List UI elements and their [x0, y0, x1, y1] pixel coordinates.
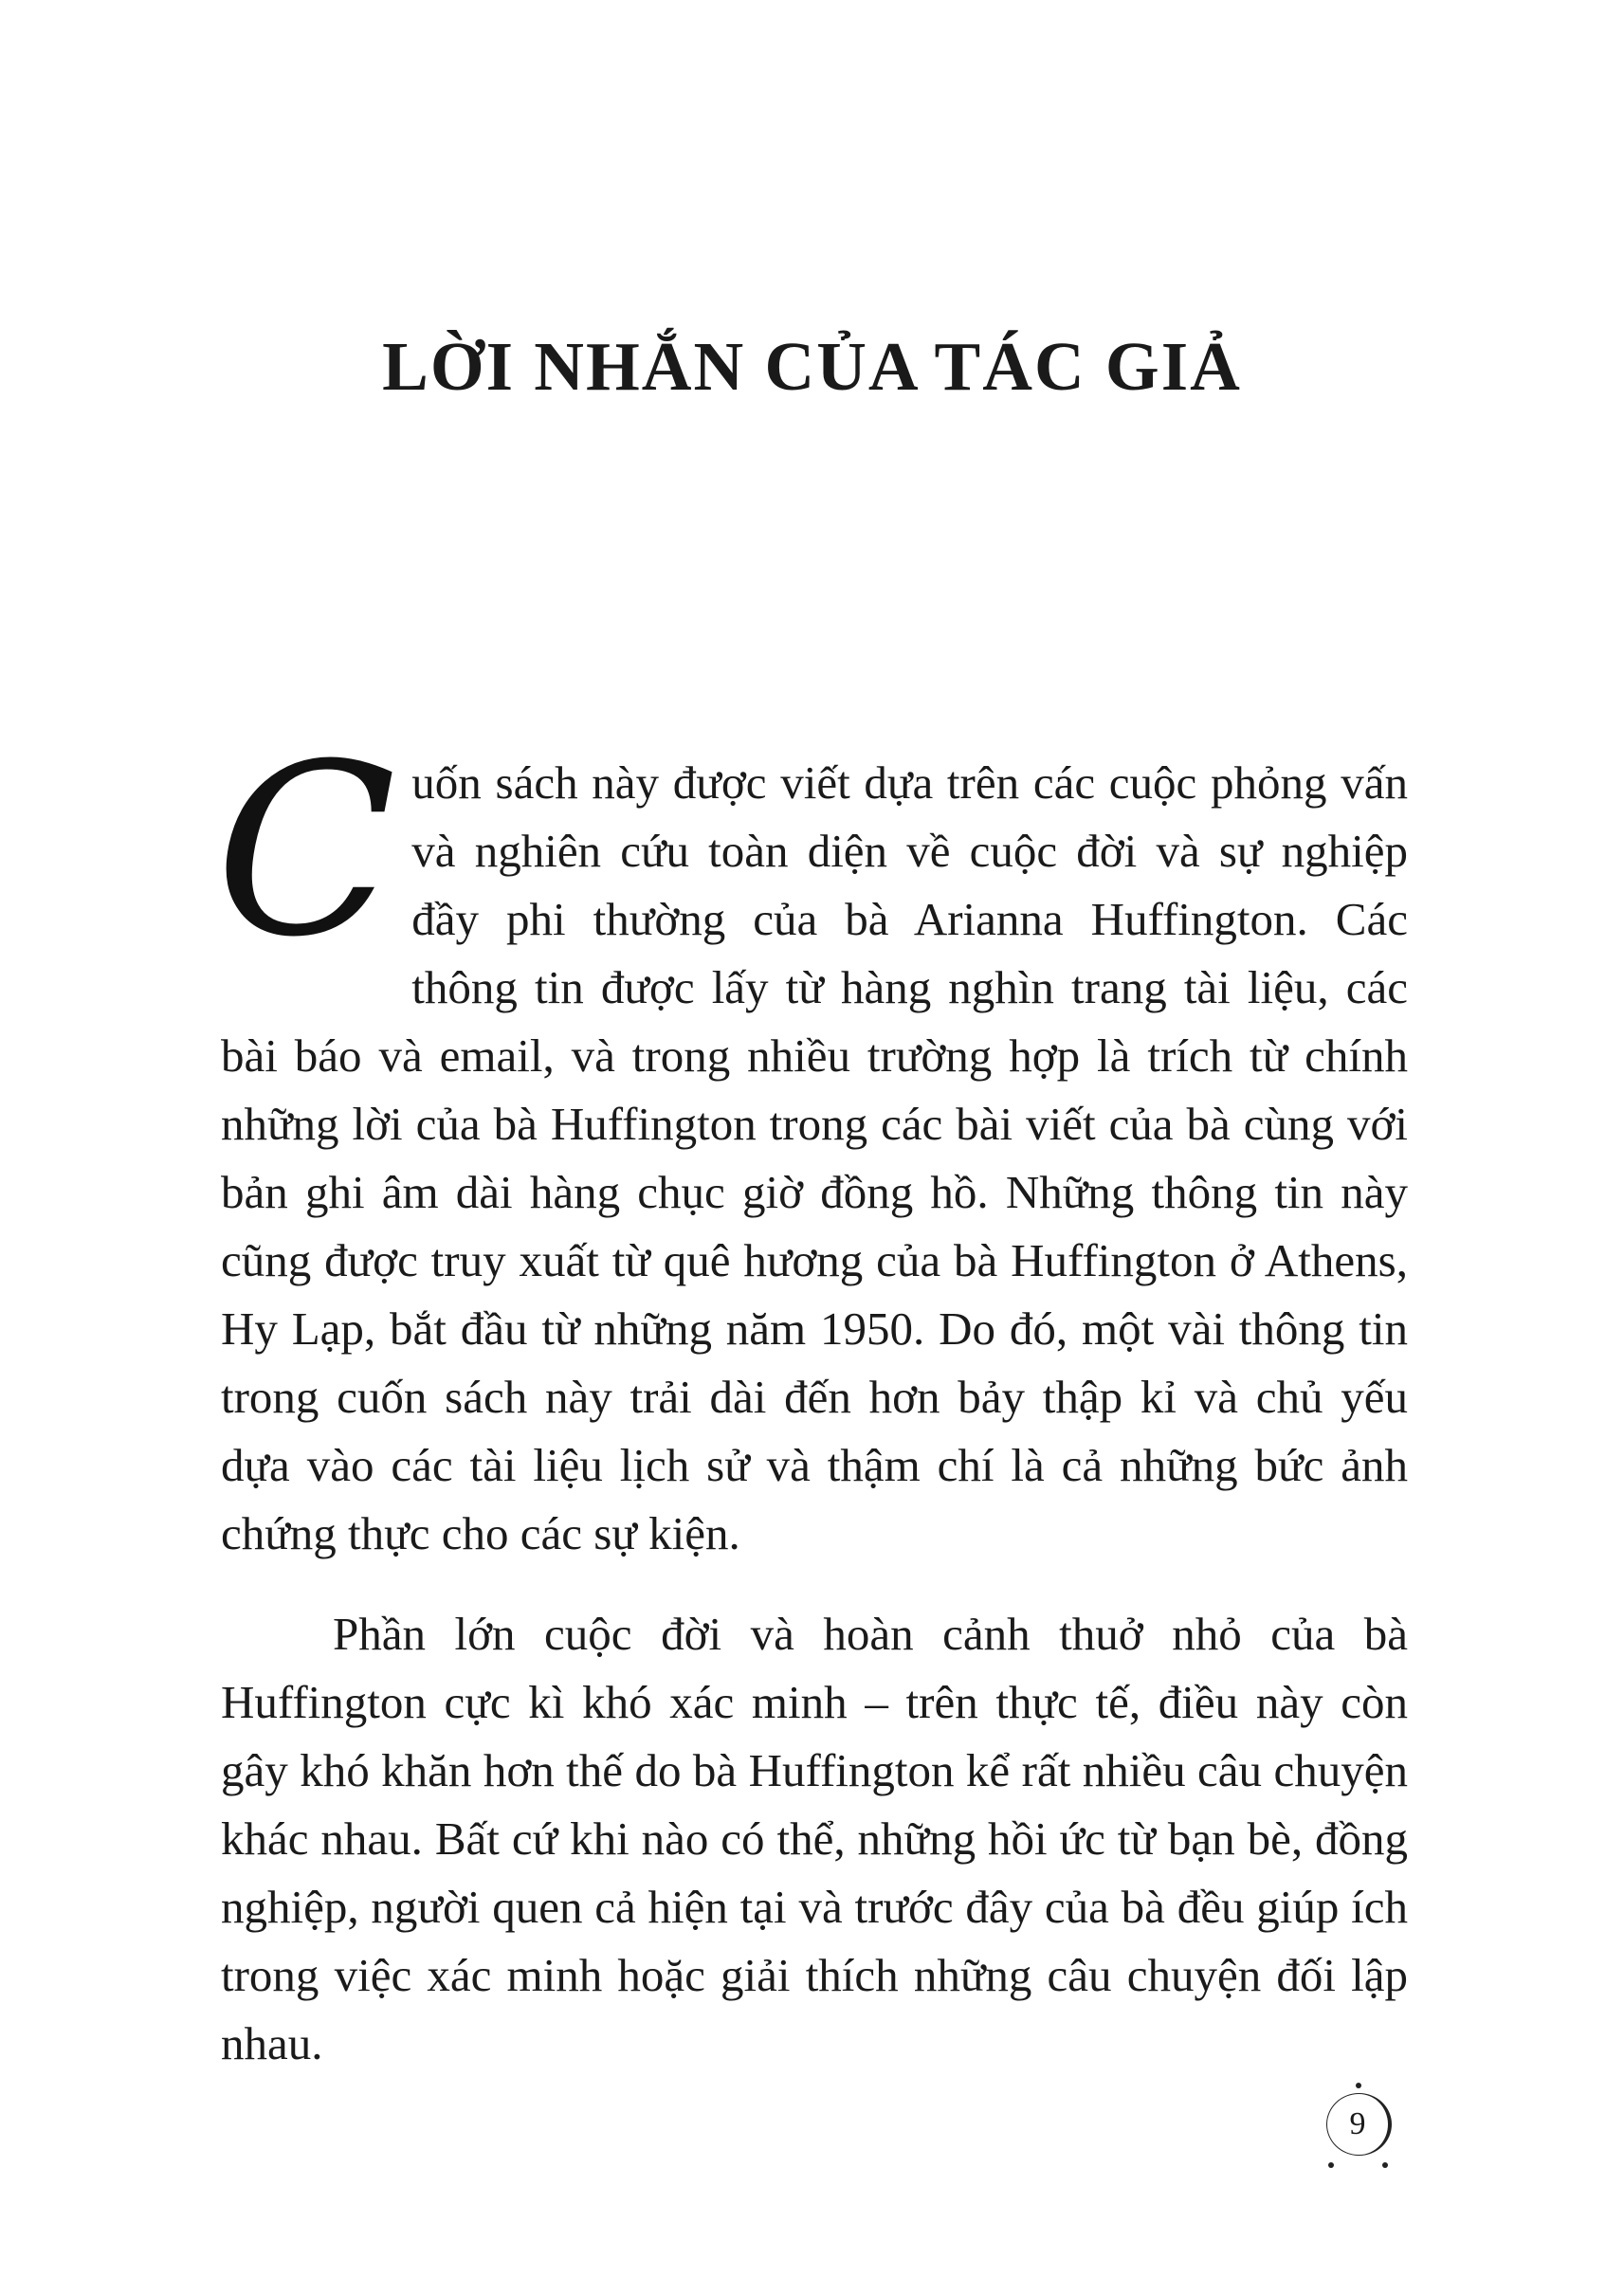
page-ornament-dot: [1328, 2162, 1334, 2168]
page-number: 9: [1326, 2093, 1392, 2156]
paragraph-1: [215, 713, 1408, 1568]
page-title: LỜI NHẮN CỦA TÁC GIẢ: [382, 328, 1242, 405]
paragraph-2: Phần lớn cuộc đời và hoàn cảnh thuở nhỏ của bà Huffington cực kì khó xác minh – trên thực tế, điều này còn gây khó khăn hơn thế do bà Huffington kể rất nhiều câu chuyện khác nhau. Bất cứ khi nào có thể, những hồi ức từ bạn bè, đồng nghiệp, người quen cả hiện tại và trước đây của bà đều giúp ích trong việc xác minh hoặc giải thích những câu chuyện đối lập nhau.: [221, 1608, 1408, 2069]
page-ornament-dot: [1356, 2083, 1361, 2088]
drop-cap: C: [215, 713, 397, 989]
page-ornament-dot: [1382, 2162, 1388, 2168]
body-text: [215, 713, 1408, 2078]
paragraph-1-text: uốn sách này được viết dựa trên các cuộc phỏng vấn và nghiên cứu toàn diện về cuộc đời và sự nghiệp đầy phi thường của bà Arianna Huffington. Các thông tin được lấy từ hàng nghìn trang tài liệu, các bài báo và email, và trong nhiều trường hợp là trích từ chính những lời của bà Huffington trong các bài viết của bà cùng với bản ghi âm dài hàng chục giờ đồng hồ. Những thông tin này cũng được truy xuất từ quê hương của bà Huffington ở Athens, Hy Lạp, bắt đầu từ những năm 1950. Do đó, một vài thông tin trong cuốn sách này trải dài đến hơn bảy thập kỉ và chủ yếu dựa vào các tài liệu lịch sử và thậm chí là cả những bức ảnh chứng thực cho các sự kiện.: [221, 756, 1408, 1559]
